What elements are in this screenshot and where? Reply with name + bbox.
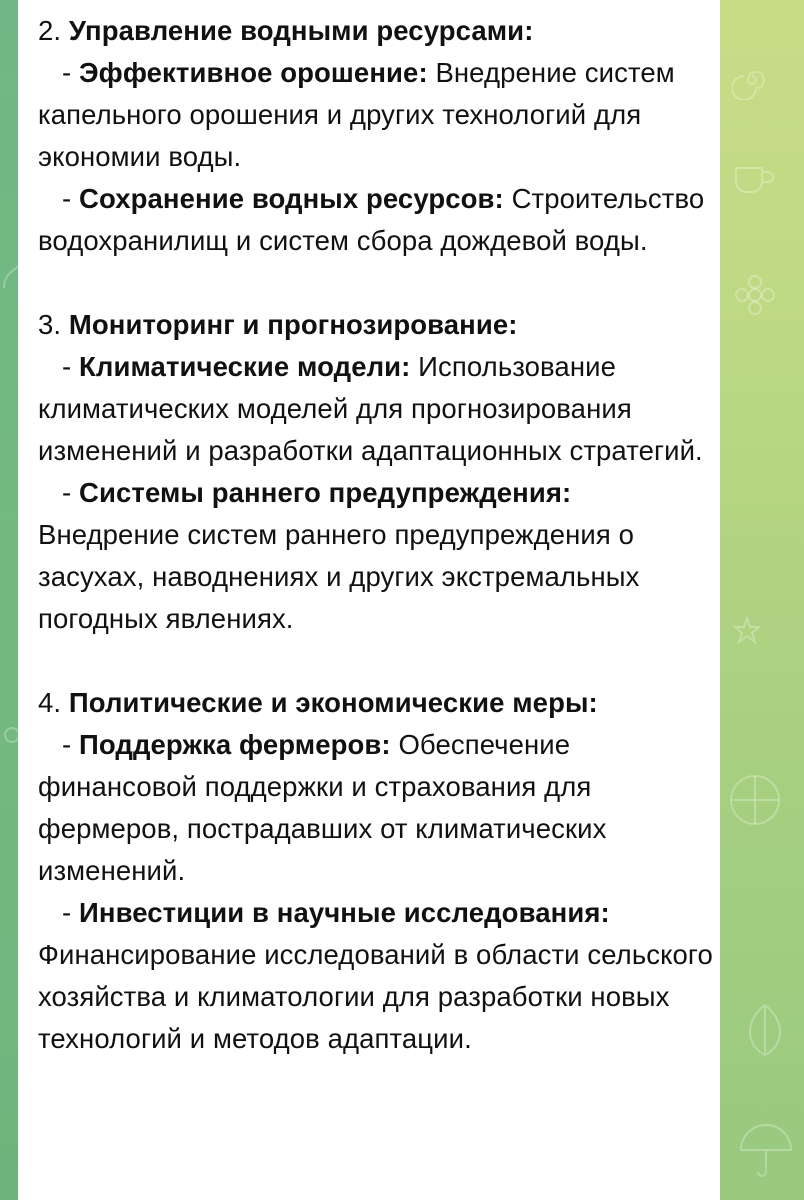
bullet-text: Финансирование исследований в области сельского хозяйства и климатологии для разработки новых технологий и методов адаптации. <box>38 939 713 1054</box>
section-title: Управление водными ресурсами: <box>68 15 534 46</box>
section-title: Мониторинг и прогнозирование: <box>68 309 518 340</box>
paragraph-gap <box>38 640 720 682</box>
section-number: 2. <box>38 15 62 46</box>
bullet-dash: - <box>62 729 72 760</box>
bullet-text: Внедрение систем капельного орошения и других технологий для экономии воды. <box>38 57 675 172</box>
section-number: 4. <box>38 687 62 718</box>
bullet-item <box>38 724 720 892</box>
bullet-text: Обеспечение финансовой поддержки и страхования для фермеров, пострадавших от климатических изменений. <box>38 729 607 886</box>
doodle-cup-icon <box>728 150 778 200</box>
bullet-term: Сохранение водных ресурсов: <box>79 183 504 214</box>
bullet-item <box>38 346 720 472</box>
doodle-star-icon <box>732 615 762 645</box>
bullet-dash: - <box>62 477 72 508</box>
bullet-dash: - <box>62 183 72 214</box>
bullet-text: Использование климатических моделей для прогнозирования изменений и разработки адаптационных стратегий. <box>38 351 703 466</box>
bullet-term: Климатические модели: <box>79 351 411 382</box>
bullet-text: Внедрение систем раннего предупреждения о засухах, наводнениях и других экстремальных погодных явлениях. <box>38 519 640 634</box>
bullet-term: Поддержка фермеров: <box>79 729 391 760</box>
bullet-item <box>38 892 720 1060</box>
bullet-term: Инвестиции в научные исследования: <box>79 897 610 928</box>
doodle-swirl-icon <box>732 60 772 100</box>
section-heading <box>38 304 720 346</box>
bullet-item <box>38 178 720 262</box>
section-heading <box>38 10 720 52</box>
doodle-pizza-icon <box>725 770 785 830</box>
doodle-umbrella-icon <box>736 1120 796 1180</box>
message-bubble <box>18 0 720 1200</box>
section-title: Политические и экономические меры: <box>68 687 598 718</box>
bullet-dash: - <box>62 351 72 382</box>
doodle-flower-icon <box>730 270 780 320</box>
bullet-term: Эффективное орошение: <box>79 57 428 88</box>
bullet-dash: - <box>62 897 72 928</box>
bullet-dash: - <box>62 57 72 88</box>
bullet-item <box>38 472 720 640</box>
section-number: 3. <box>38 309 62 340</box>
message-text <box>38 10 720 1060</box>
bullet-item <box>38 52 720 178</box>
paragraph-gap <box>38 262 720 304</box>
bullet-term: Системы раннего предупреждения: <box>79 477 572 508</box>
bullet-text: Строительство водохранилищ и систем сбора дождевой воды. <box>38 183 705 256</box>
section-heading <box>38 682 720 724</box>
doodle-leaf-icon <box>740 1000 790 1060</box>
